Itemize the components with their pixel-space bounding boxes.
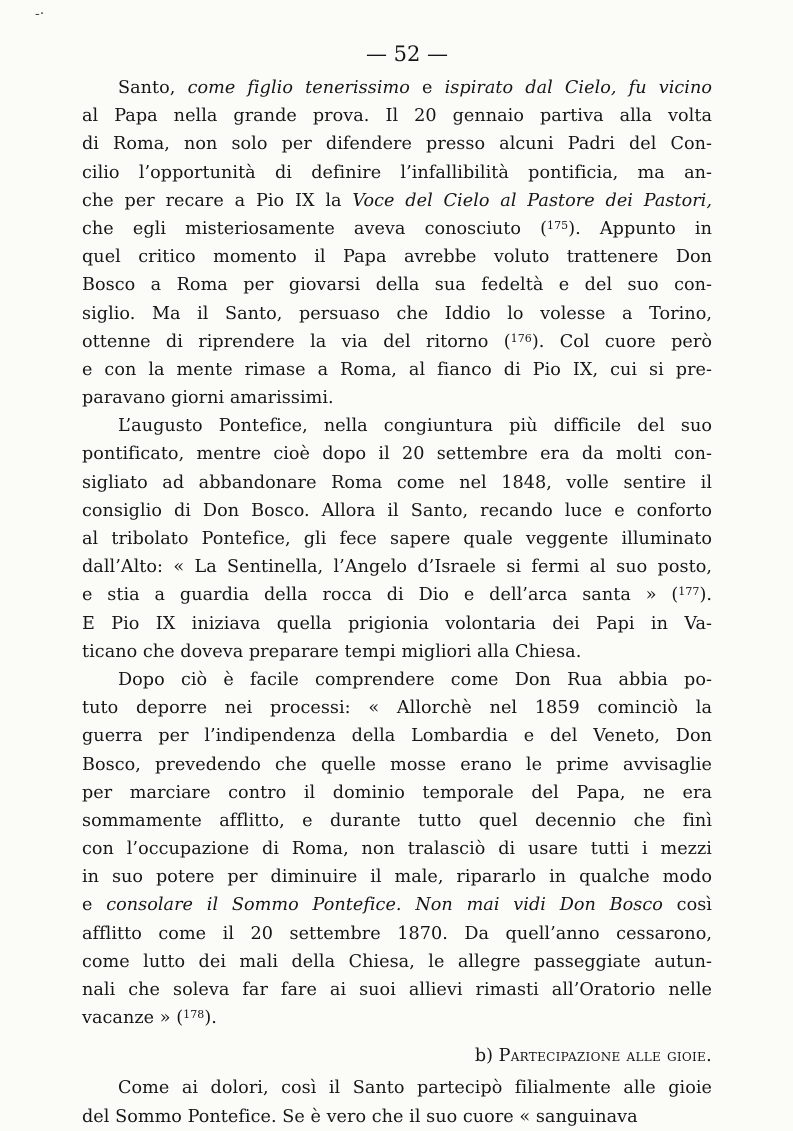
subheading-title: Partecipazione alle gioie. [498, 1046, 712, 1067]
corner-mark: -· [35, 6, 45, 22]
paragraph-1 [82, 74, 712, 412]
text-line: e con la mente rimase a Roma, al fianco di Pio IX, cui si pre- [82, 359, 712, 380]
text-line: Bosco, prevedendo che quelle mosse erano le prime avvisaglie [82, 754, 712, 775]
section-subheading [82, 1032, 712, 1074]
text-line: dall’Alto: « La Sentinella, l’Angelo d’Israele si fermi al suo posto, [82, 557, 712, 578]
text-line: guerra per l’indipendenza della Lombardia e del Veneto, Don [82, 726, 712, 747]
text-line: Come ai dolori, così il Santo partecipò filialmente alle gioie [118, 1078, 712, 1099]
page-body [82, 34, 712, 1131]
text-line: ticano che doveva preparare tempi migliori alla Chiesa. [82, 641, 582, 662]
text-line: in suo potere per diminuire il male, ripararlo in qualche modo [82, 867, 712, 888]
page-number: — 52 — [365, 42, 449, 66]
text-line: afflitto come il 20 settembre 1870. Da quell’anno cessarono, [82, 923, 712, 944]
text-line: di Roma, non solo per difendere presso alcuni Padri del Con- [82, 134, 712, 155]
text-line: Bosco a Roma per giovarsi della sua fedeltà e del suo con- [82, 275, 712, 296]
text-line: L’augusto Pontefice, nella congiuntura più difficile del suo [118, 416, 712, 437]
paragraph-2 [82, 412, 712, 666]
paragraph-3 [82, 666, 712, 1032]
text-line: che egli misteriosamente aveva conosciuto ($^{175}$). Appunto in [82, 218, 712, 239]
text-line: paravano giorni amarissimi. [82, 388, 334, 409]
text-line: del Sommo Pontefice. Se è vero che il suo cuore « sanguinava [82, 1106, 638, 1127]
text-line: e stia a guardia della rocca di Dio e dell’arca santa » ($^{177}$). [82, 585, 712, 606]
text-line: E Pio IX iniziava quella prigionia volontaria dei Papi in Va- [82, 613, 712, 634]
text-line: sigliato ad abbandonare Roma come nel 1848, volle sentire il [82, 472, 712, 493]
subheading-letter: b) [474, 1046, 493, 1067]
text-line: per marciare contro il dominio temporale del Papa, ne era [82, 782, 712, 803]
text-line: con l’occupazione di Roma, non tralasciò di usare tutti i mezzi [82, 839, 712, 860]
text-line: al Papa nella grande prova. Il 20 gennaio partiva alla volta [82, 106, 712, 127]
text-line: che per recare a Pio IX la Voce del Cielo al Pastore dei Pastori, [82, 190, 713, 211]
text-line: Santo, come figlio tenerissimo e ispirato dal Cielo, fu vicino [118, 78, 713, 98]
paragraph-4 [82, 1074, 712, 1130]
text-line: nali che soleva far fare ai suoi allievi rimasti all’Oratorio nelle [82, 980, 712, 1000]
text-line: pontificato, mentre cioè dopo il 20 settembre era da molti con- [82, 444, 712, 465]
text-line: siglio. Ma il Santo, persuaso che Iddio lo volesse a Torino, [82, 303, 712, 324]
text-line: quel critico momento il Papa avrebbe voluto trattenere Don [82, 247, 712, 268]
text-line: tuto deporre nei processi: « Allorchè nel 1859 cominciò la [82, 698, 712, 719]
text-line: come lutto dei mali della Chiesa, le allegre passeggiate autun- [82, 951, 712, 972]
text-line: al tribolato Pontefice, gli fece sapere quale veggente illuminato [82, 529, 712, 549]
text-line: sommamente afflitto, e durante tutto quel decennio che finì [82, 810, 712, 831]
text-line: vacanze » ($^{178}$). [82, 1008, 217, 1029]
text-line: consiglio di Don Bosco. Allora il Santo, recando luce e conforto [82, 500, 712, 521]
text-line: e consolare il Sommo Pontefice. Non mai vidi Don Bosco così [82, 895, 712, 916]
text-line: Dopo ciò è facile comprendere come Don Rua abbia po- [118, 669, 712, 690]
text-line: ottenne di riprendere la via del ritorno ($^{176}$). Col cuore però [82, 331, 712, 352]
text-line: cilio l’opportunità di definire l’infallibilità pontificia, ma an- [82, 162, 712, 183]
